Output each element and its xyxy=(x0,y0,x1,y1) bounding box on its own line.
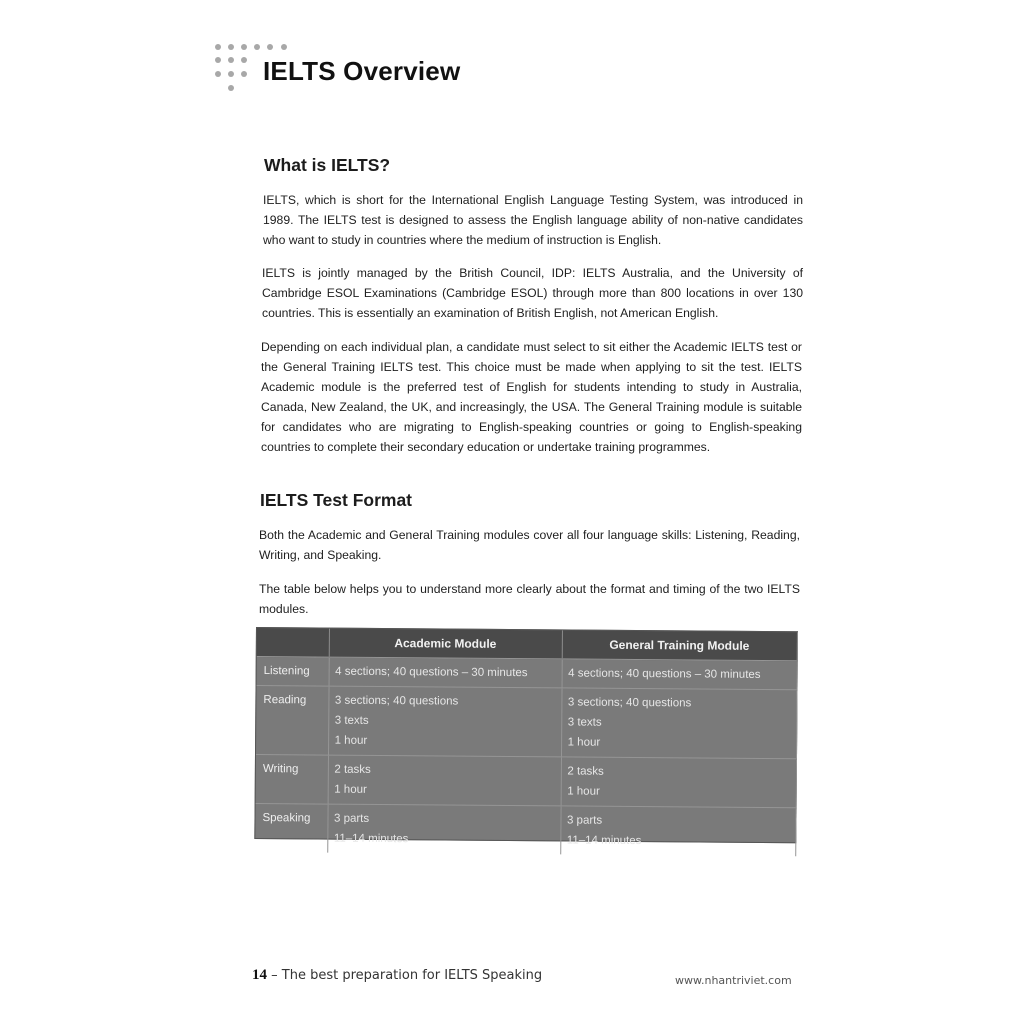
table-cell xyxy=(561,688,797,759)
paragraph-management: IELTS is jointly managed by the British Council, IDP: IELTS Australia, and the University of Cambridge ESOL Examinations (Cambridge ESOL) through more than 800 locations in over 130 countries. This is essentially an examination of British English, not American English. xyxy=(262,266,803,320)
cell-line: 3 parts xyxy=(566,814,603,827)
cell-line: 3 texts xyxy=(567,716,602,729)
paragraph-modules: Depending on each individual plan, a candidate must select to sit either the Academic IELTS test or the General Training IELTS test. This choice must be made when applying to sit the test. IELTS Academic module is the preferred test of English for students intending to study in Australia, Canada, New Zealand, the UK, and increasingly, the USA. The General Training module is suitable for candidates who are migrating to English-speaking countries or going to English-speaking countries to complete their secondary education or undertake training programmes. xyxy=(261,340,802,454)
table-header-academic: Academic Module xyxy=(329,629,562,659)
paragraph-skills: Both the Academic and General Training modules cover all four language skills: Listening, Reading, Writing, and Speaking. xyxy=(259,528,800,562)
table-row xyxy=(257,657,797,690)
page-number: 14 xyxy=(252,967,267,983)
table-cell xyxy=(562,659,797,690)
page-footer xyxy=(252,967,542,984)
table-row-label: Listening xyxy=(257,657,329,687)
cell-line: 11–14 minutes xyxy=(333,832,409,846)
table-cell xyxy=(328,755,561,806)
table-row xyxy=(256,755,796,808)
cell-line: 1 hour xyxy=(334,783,367,796)
table-cell xyxy=(327,804,560,854)
table-header-row xyxy=(257,628,797,661)
table-cell xyxy=(560,806,795,856)
cell-line: 3 sections; 40 questions xyxy=(567,696,692,710)
cell-line: 2 tasks xyxy=(334,763,371,776)
cell-line: 3 sections; 40 questions xyxy=(334,694,459,708)
table-header-blank xyxy=(257,628,329,657)
cell-line: 2 tasks xyxy=(567,765,604,778)
cell-line: 11–14 minutes xyxy=(566,834,642,848)
cell-line: 3 parts xyxy=(333,812,370,825)
table-cell xyxy=(329,657,562,688)
paragraph-intro: IELTS, which is short for the International English Language Testing System, was introduced in 1989. The IELTS test is designed to assess the English language ability of non-native candidates who want to study in countries where the medium of instruction is English. xyxy=(263,193,803,247)
cell-line: 1 hour xyxy=(334,734,368,747)
paragraph-table-intro: The table below helps you to understand more clearly about the format and timing of the two IELTS modules. xyxy=(259,582,800,616)
page-title: IELTS Overview xyxy=(263,56,461,86)
book-title: – The best preparation for IELTS Speaking xyxy=(271,968,543,983)
table-row-label: Speaking xyxy=(255,804,327,853)
cell-line: 3 texts xyxy=(334,714,369,727)
table-row xyxy=(256,686,797,759)
table-row-label: Writing xyxy=(256,755,328,805)
table-cell xyxy=(328,686,562,757)
format-table xyxy=(254,627,798,848)
section-heading-what-is-ielts: What is IELTS? xyxy=(264,155,391,175)
table-cell xyxy=(561,757,796,808)
table-row xyxy=(255,804,795,857)
cell-line: 4 sections; 40 questions – 30 minutes xyxy=(335,665,528,680)
cell-line: 1 hour xyxy=(567,785,600,798)
section-heading-test-format: IELTS Test Format xyxy=(260,490,413,510)
table-row-label: Reading xyxy=(256,686,329,756)
publisher-website: www.nhantriviet.com xyxy=(675,974,792,987)
table-header-general: General Training Module xyxy=(562,630,797,660)
cell-line: 1 hour xyxy=(567,736,601,749)
cell-line: 4 sections; 40 questions – 30 minutes xyxy=(568,667,761,681)
